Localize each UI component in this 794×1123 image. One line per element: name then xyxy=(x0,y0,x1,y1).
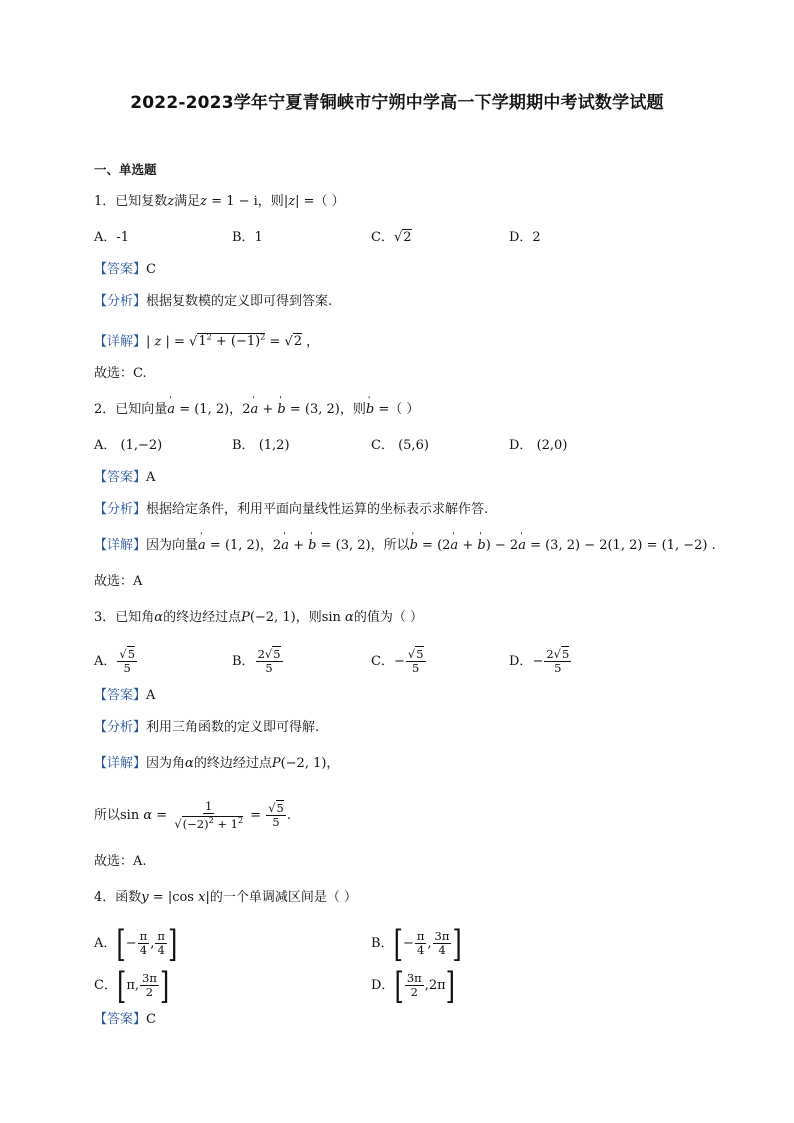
q2-detail: 【详解】因为向量' a = (1, 2)，2' a + ' b = (3, 2)，所以' b = (2' a + ' b) − 2' a = (3, 2) − 2(1, 2) = (1, −2) . xyxy=(94,536,716,556)
q1-answer: 【答案】C xyxy=(94,262,156,277)
section-heading: 一、单选题 xyxy=(94,162,157,177)
q2-analysis: 【分析】根据给定条件，利用平面向量线性运算的坐标表示求解作答. xyxy=(94,502,489,517)
question-2-stem: 2．已知向量' a = (1, 2)，2' a + ' b = (3, 2)，则' b =（ ） xyxy=(94,400,419,420)
page-title: 2022-2023学年宁夏青铜峡市宁朔中学高一下学期期中考试数学试题 xyxy=(130,93,664,113)
q3-option-d: D．− $\frac{2√5}{5}$ xyxy=(509,647,570,675)
q1-detail: 【详解】| z | = $√1^2 + (-1)^2 = √2$ ， xyxy=(94,333,320,350)
q3-option-c: C．− $\frac{√5}{5}$ xyxy=(371,647,424,675)
q1-option-a: A．-1 xyxy=(94,230,130,245)
question-4-stem: 4．函数y = |cos x|的一个单调减区间是（ ） xyxy=(94,890,357,905)
q2-answer: 【答案】A xyxy=(94,470,156,485)
q3-answer: 【答案】A xyxy=(94,688,156,703)
q3-option-a: A． $\frac{√5}{5}$ xyxy=(94,647,136,675)
q2-choose: 故选：A xyxy=(94,574,143,589)
q2-option-c: C． (5,6) xyxy=(371,438,429,453)
q1-option-b: B．1 xyxy=(232,230,263,245)
question-3-stem: 3．已知角α的终边经过点P(−2, 1)，则sin α的值为（ ） xyxy=(94,610,423,625)
q2-option-d: D． (2,0) xyxy=(509,438,568,453)
q1-option-c: C．√2 xyxy=(371,230,412,245)
q1-option-d: D．2 xyxy=(509,230,541,245)
q4-option-c: C．[π, $\frac{3\pi}{2}$ ] xyxy=(94,964,170,1007)
q4-answer: 【答案】C xyxy=(94,1012,156,1027)
q3-detail-formula: 所以sin α = $\frac{1}{√(-2)^2 + 1^2}$ = $\frac{√5}{5}$ . xyxy=(94,799,291,831)
q4-option-b: B．[− $\frac{\pi}{4}$ , $\frac{3\pi}{4}$ ] xyxy=(371,922,462,965)
question-1-stem: 1．已知复数z满足z = 1 − i，则|z| =（ ） xyxy=(94,194,345,209)
q4-option-a: A．[− $\frac{\pi}{4}$ , $\frac{\pi}{4}$ ] xyxy=(94,922,178,965)
q3-detail: 【详解】因为角α的终边经过点P(−2, 1)， xyxy=(94,756,340,771)
q3-option-b: B． $\frac{2√5}{5}$ xyxy=(232,647,281,675)
q2-option-b: B． (1,2) xyxy=(232,438,290,453)
q3-analysis: 【分析】利用三角函数的定义即可得解. xyxy=(94,720,320,735)
q4-option-d: D．[ $\frac{3\pi}{2}$ ,2π] xyxy=(371,964,456,1007)
q1-analysis: 【分析】根据复数模的定义即可得到答案. xyxy=(94,294,333,309)
q2-option-a: A． (1,−2) xyxy=(94,438,163,453)
q3-choose: 故选：A. xyxy=(94,854,147,869)
q1-choose: 故选：C. xyxy=(94,366,147,381)
